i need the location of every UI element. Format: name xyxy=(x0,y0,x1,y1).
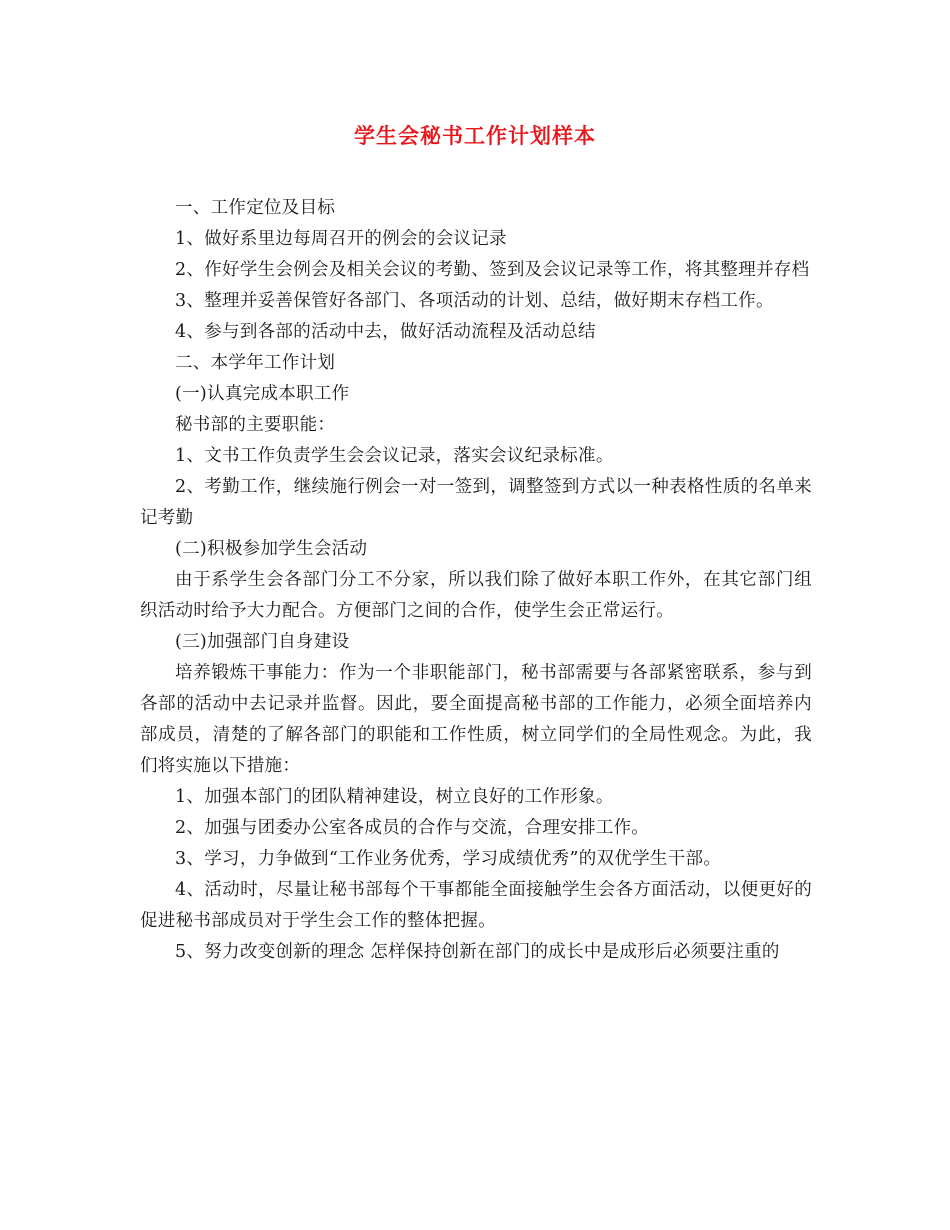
goal-item-4: 4、参与到各部的活动中去，做好活动流程及活动总结 xyxy=(175,322,596,342)
function-item-2: 2、考勤工作，继续施行例会一对一签到，调整签到方式以一种表格性质的名单来记考勤 xyxy=(140,477,812,528)
cooperation-paragraph: 由于系学生会各部门分工不分家，所以我们除了做好本职工作外，在其它部门组织活动时给予大力配合。方便部门之间的合作，使学生会正常运行。 xyxy=(140,570,812,621)
measure-item-1: 1、加强本部门的团队精神建设，树立良好的工作形象。 xyxy=(175,787,614,807)
goal-item-1: 1、做好系里边每周召开的例会的会议记录 xyxy=(175,229,507,249)
training-paragraph: 培养锻炼干事能力：作为一个非职能部门，秘书部需要与各部紧密联系，参与到各部的活动中去记录并监督。因此，要全面提高秘书部的工作能力，必须全面培养内部成员，清楚的了解各部门的职能和工作性质，树立同学们的全局性观念。为此，我们将实施以下措施： xyxy=(140,663,812,776)
measure-item-4: 4、活动时，尽量让秘书部每个干事都能全面接触学生会各方面活动，以便更好的促进秘书部成员对于学生会工作的整体把握。 xyxy=(140,880,812,931)
function-item-1: 1、文书工作负责学生会会议记录，落实会议纪录标准。 xyxy=(175,446,614,466)
measure-item-2: 2、加强与团委办公室各成员的合作与交流，合理安排工作。 xyxy=(175,818,650,838)
subsection-heading-3: (三)加强部门自身建设 xyxy=(175,632,350,652)
section-heading-2: 二、本学年工作计划 xyxy=(175,353,336,373)
document-title: 学生会秘书工作计划样本 xyxy=(354,123,596,148)
measure-item-3: 3、学习，力争做到“工作业务优秀，学习成绩优秀”的双优学生干部。 xyxy=(175,849,722,869)
document-body xyxy=(140,193,812,968)
section-heading-1: 一、工作定位及目标 xyxy=(175,198,336,218)
measure-item-5: 5、努力改变创新的理念 怎样保持创新在部门的成长中是成形后必须要注重的 xyxy=(175,942,780,962)
goal-item-2: 2、作好学生会例会及相关会议的考勤、签到及会议记录等工作，将其整理并存档 xyxy=(175,260,810,280)
goal-item-3: 3、整理并妥善保管好各部门、各项活动的计划、总结，做好期末存档工作。 xyxy=(175,291,774,311)
subsection-heading-2: (二)积极参加学生会活动 xyxy=(175,539,368,559)
functions-intro: 秘书部的主要职能： xyxy=(175,415,336,435)
subsection-heading-1: (一)认真完成本职工作 xyxy=(175,384,350,404)
